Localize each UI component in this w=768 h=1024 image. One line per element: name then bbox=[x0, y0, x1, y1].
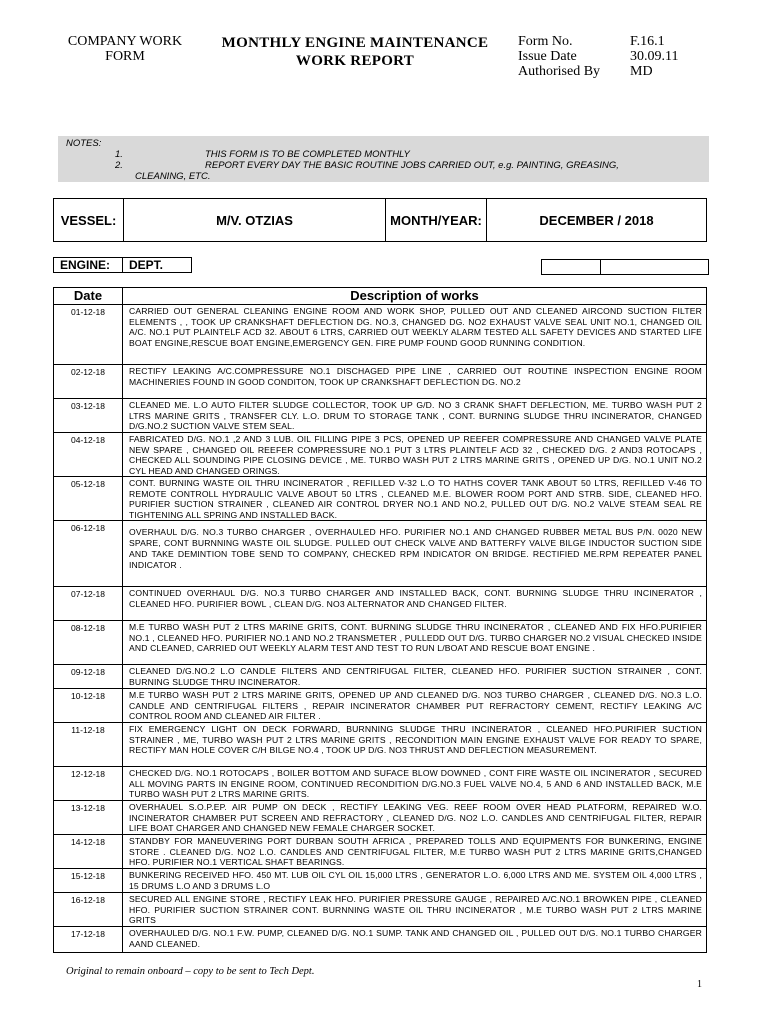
table-row bbox=[54, 767, 707, 801]
table-row bbox=[54, 689, 707, 723]
vessel-table bbox=[53, 198, 707, 242]
row-description: CONTINUED OVERHAUL D/G. NO.3 TURBO CHARGER AND INSTALLED BACK, CONT. BURNING SLUDGE THRU INCINERATOR , CLEANED HFO. PURIFIER BOWL , CLEAN D/G. NO3 ALTERNATOR AND CHANGED FILTER. bbox=[123, 587, 707, 621]
row-description: OVERHAUL D/G. NO.3 TURBO CHARGER , OVERHAULED HFO. PURIFIER NO.1 AND CHANGED RUBBER METAL BUS P/N. 0020 NEW SPARE, CONT BURNNING WASTE OIL SLUDGE. PULLED OUT CHECK VALVE AND BATTERFY VALVE BILGE INDUCTOR SUCTION SIDE AND TAKE DEMINTION TOBE SEND TO COMPANY, CHECKED RPM INDICATOR ON BRIDGE. RECTIFIED ME.RPM REPEATER PANEL INDICATOR . bbox=[123, 521, 707, 587]
row-date: 14-12-18 bbox=[54, 835, 123, 869]
meta-value: MD bbox=[630, 64, 653, 79]
row-description: FABRICATED D/G. NO.1 ,2 AND 3 LUB. OIL FILLING PIPE 3 PCS, OPENED UP REEFER COMPRESSURE AND CHANGED VALVE PLATE NEW SPARE , CHANGED OIL REEFER COMPRESSURE NO.1 PUT 3 LTRS PLAINTELF ACD 32 , CHECKED D/G. 2 AND3 ROTOCAPS , CHECKED ALL SOUNDING PIPE CLOSING DEVICE , ME. TURBO WASH PUT 2 LTRS MARINE GRITS , OPENED UP D/G. NO.1 UNIT NO.2 CYL HEAD AND CHANGED ORINGS. bbox=[123, 433, 707, 477]
table-row bbox=[54, 587, 707, 621]
row-description: OVERHAUEL S.O.P.EP. AIR PUMP ON DECK , RECTIFY LEAKING VEG. REEF ROOM OVER HEAD PLATFORM, REPAIRED W.O. INCINERATOR CHAMBER PUT SCREEN AND REFRACTORY , CLEANED D/G. NO2 L.O. CANDLES AND CENTRIFUGAL FILTER, REPAIR LIFE BOAT CHARGER AND CHANGED NEW FEMALE CHARGER SOCKET. bbox=[123, 801, 707, 835]
notes-label: NOTES: bbox=[66, 138, 102, 149]
row-description: M.E TURBO WASH PUT 2 LTRS MARINE GRITS, CONT. BURNING SLUDGE THRU INCINERATOR , CLEANED AND FIX HFO.PURIFIER NO.1 , CLEANED HFO. PURIFIER NO.1 AND NO.2 TRANSMETER , PULLEDD OUT D/G. TURBO CHARGER NO.2 VISUAL CHECKED INSIDE AND CLEANED, CARRIED OUT WEEKLY ALARM TEST AND TEST TO RUN L/BOAT AND RESCUE BOAT ENGINE . bbox=[123, 621, 707, 665]
row-date: 03-12-18 bbox=[54, 399, 123, 433]
col-header-date: Date bbox=[54, 288, 123, 305]
row-description: BUNKERING RECEIVED HFO. 450 MT. LUB OIL CYL OIL 15,000 LTRS , GENERATOR L.O. 6,000 LTRS AND ME. SYSTEM OIL 4,000 LTRS , 15 DRUMS L.O AND 3 DRUMS L.O bbox=[123, 869, 707, 893]
row-date: 17-12-18 bbox=[54, 927, 123, 953]
company-work-form-label bbox=[40, 34, 210, 64]
meta-authorised-by bbox=[518, 64, 678, 79]
row-date: 13-12-18 bbox=[54, 801, 123, 835]
row-description: RECTIFY LEAKING A/C.COMPRESSURE NO.1 DISCHAGED PIPE LINE , CARRIED OUT ROUTINE INSPECTION ENGINE ROOM MACHINERIES FOUND IN GOOD CONDITON, TOOK UP CRANKSHAFT DEFLECTION DG. NO.2 bbox=[123, 365, 707, 399]
meta-label: Authorised By bbox=[518, 64, 601, 79]
notes-box bbox=[58, 136, 709, 182]
table-row bbox=[54, 365, 707, 399]
meta-label: Issue Date bbox=[518, 49, 577, 64]
table-row bbox=[54, 801, 707, 835]
form-meta bbox=[518, 34, 678, 79]
blank-boxes bbox=[541, 259, 709, 275]
row-description: SECURED ALL ENGINE STORE , RECTIFY LEAK HFO. PURIFIER PRESSURE GAUGE , REPAIRED A/C.NO.1 BROWKEN PIPE , CLEANED HFO. PURIFIER SUCTION STRAINER CONT. BURNNING WASTE OIL THRU INCINERATOR , M.E TURBO WASH PUT 2 LTRS MARINE GRITS bbox=[123, 893, 707, 927]
row-description: CONT. BURNING WASTE OIL THRU INCINERATOR , REFILLED V-32 L.O TO HATHS COVER TANK ABOUT 50 LTRS, REFILLED V-46 TO REMOTE CONTROLL HYDRAULIC VALVE ABOUT 50 LTRS , CLEANED M.E. BLOWER ROOM PORT AND STRB. SIDE, CLEANED HFO. PURIFIER SUCTION STRAINER , CLEANED AIR CONTROL DRYER NO.1 AND NO.2, PULLED OUT D/G. NO.2 VALVE STEAM SEAL RE TIGHTENING ALL SPRING AND INSTALLED BACK. bbox=[123, 477, 707, 521]
table-row bbox=[54, 927, 707, 953]
row-date: 05-12-18 bbox=[54, 477, 123, 521]
table-row bbox=[54, 835, 707, 869]
row-date: 08-12-18 bbox=[54, 621, 123, 665]
title-line-1: MONTHLY ENGINE MAINTENANCE bbox=[221, 35, 489, 51]
row-description: STANDBY FOR MANEUVERING PORT DURBAN SOUTH AFRICA , PREPARED TOLLS AND EQUIPMENTS FOR BUNKERING, ENGINE STORE . CLEANED D/G. NO2 L.O. CANDLES AND CENTRIFUGAL FILTER, M.E TURBO WASH PUT 2 LTRS MARINE GRITS,CHANGED HFO. PURIFIER NO.1 VERTICAL SHAFT BEARINGS. bbox=[123, 835, 707, 869]
row-date: 07-12-18 bbox=[54, 587, 123, 621]
row-date: 09-12-18 bbox=[54, 665, 123, 689]
note-2-number: 2. bbox=[115, 160, 123, 171]
table-row bbox=[54, 399, 707, 433]
row-date: 06-12-18 bbox=[54, 521, 123, 587]
row-description: CARRIED OUT GENERAL CLEANING ENGINE ROOM AND WORK SHOP, PULLED OUT AND CLEANED AIRCOND SUCTION FILTER ELEMENTS , , TOOK UP CRANKSHAFT DEFLECTION DG. NO.3, CHANGED DG. NO2 EXHAUST VALVE SEAL UNIT NO.1, CHANGED OIL A/C. NO.1 PUT PLAINTELF ACD 32. ABOUT 6 LTRS, CARRIED OUT WEEKLY ALARM TESTED ALL SAFETY DEVICES AND STARTED LIFE BOAT ENGINE,RESCUE BOAT ENGINE,EMERGENCY GEN. FIRE PUMP FOUND GOOD RUNNING CONDITION. bbox=[123, 305, 707, 365]
row-description: M.E TURBO WASH PUT 2 LTRS MARINE GRITS, OPENED UP AND CLEANED D/G. NO3 TURBO CHARGER , CLEANED D/G. NO.3 L.O. CANDLE AND CENTRIFUGAL FILTERS , REPAIR INCINERATOR CHAMBER PUT REFRACTORY CEMENT, RECTIFY LEAKING A/C CONTROL ROOM AND CLEANED AIR FILTER . bbox=[123, 689, 707, 723]
title-line-2: WORK REPORT bbox=[295, 53, 415, 69]
meta-form-no bbox=[518, 34, 678, 49]
note-1-text: THIS FORM IS TO BE COMPLETED MONTHLY bbox=[205, 149, 410, 160]
row-date: 04-12-18 bbox=[54, 433, 123, 477]
company-line-2: FORM bbox=[105, 49, 145, 64]
meta-label: Form No. bbox=[518, 34, 573, 49]
engine-value: DEPT. bbox=[123, 258, 192, 273]
table-row bbox=[54, 723, 707, 767]
note-1-number: 1. bbox=[115, 149, 123, 160]
vessel-value: M/V. OTZIAS bbox=[124, 199, 386, 242]
month-year-value: DECEMBER / 2018 bbox=[487, 199, 707, 242]
works-table bbox=[53, 287, 707, 953]
engine-label: ENGINE: bbox=[54, 258, 123, 273]
page-title bbox=[205, 34, 505, 70]
company-line-1: COMPANY WORK bbox=[67, 34, 183, 49]
row-date: 11-12-18 bbox=[54, 723, 123, 767]
row-date: 16-12-18 bbox=[54, 893, 123, 927]
table-row bbox=[54, 521, 707, 587]
row-description: CLEANED ME. L.O AUTO FILTER SLUDGE COLLECTOR, TOOK UP G/D. NO 3 CRANK SHAFT DEFLECTION, ME. TURBO WASH PUT 2 LTRS MARINE GRITS , TRANSFER CLY. L.O. DRUM TO STORAGE TANK , CONT. BURNING SLUDGE THRU INCINERATOR, CHANGED D/G.NO.2 SUCTION VALVE STEM SEAL. bbox=[123, 399, 707, 433]
table-row bbox=[54, 477, 707, 521]
row-date: 10-12-18 bbox=[54, 689, 123, 723]
row-date: 15-12-18 bbox=[54, 869, 123, 893]
engine-table bbox=[53, 257, 192, 273]
table-row bbox=[54, 665, 707, 689]
row-date: 01-12-18 bbox=[54, 305, 123, 365]
month-year-label: MONTH/YEAR: bbox=[386, 199, 487, 242]
row-description: FIX EMERGENCY LIGHT ON DECK FORWARD, BURNNING SLUDGE THRU INCINERATOR , CLEANED HFO.PURIFIER SUCTION STRAINER , ME, TURBO WASH PUT 2 LTRS MARINE GRITS , RECONDITION MAIN ENGINE EXHAUST VALVE FOR READY TO SPARE, RECTIFY MAN HOLE COVER C/H BILGE NO.4 , TOOK UP D/G. NO3 THRUST AND DEFLECTION MEASUREMENT. bbox=[123, 723, 707, 767]
footer-note: Original to remain onboard – copy to be sent to Tech Dept. bbox=[66, 966, 315, 977]
table-row bbox=[54, 433, 707, 477]
row-date: 12-12-18 bbox=[54, 767, 123, 801]
row-description: CLEANED D/G.NO.2 L.O CANDLE FILTERS AND CENTRIFUGAL FILTER, CLEANED HFO. PURIFIER SUCTION STRAINER , CONT. BURNING SLUDGE THRU INCINERATOR. bbox=[123, 665, 707, 689]
meta-value: 30.09.11 bbox=[630, 49, 679, 64]
table-row bbox=[54, 893, 707, 927]
note-2-text: REPORT EVERY DAY THE BASIC ROUTINE JOBS CARRIED OUT, e.g. PAINTING, GREASING, bbox=[205, 160, 619, 171]
table-row bbox=[54, 305, 707, 365]
vessel-label: VESSEL: bbox=[54, 199, 124, 242]
row-description: CHECKED D/G. NO.1 ROTOCAPS , BOILER BOTTOM AND SUFACE BLOW DOWNED , CONT FIRE WASTE OIL INCINERATOR , SECURED ALL MOVING PARTS IN ENGINE ROOM, CONTINUED RECONDITION D/G.NO.3 FUEL VALVE NO.4, 5 AND 6 AND INSTALLED BACK, M.E TURBO WASH PUT 2 LTRS MARINE GRITS. bbox=[123, 767, 707, 801]
row-description: OVERHAULED D/G. NO.1 F.W. PUMP, CLEANED D/G. NO.1 SUMP. TANK AND CHANGED OIL , PULLED OUT D/G. NO.1 TURBO CHARGER AAND CLEANED. bbox=[123, 927, 707, 953]
meta-value: F.16.1 bbox=[630, 34, 665, 49]
row-date: 02-12-18 bbox=[54, 365, 123, 399]
table-row bbox=[54, 869, 707, 893]
meta-issue-date bbox=[518, 49, 678, 64]
blank-box-divider bbox=[600, 260, 601, 274]
table-row bbox=[54, 621, 707, 665]
page-number: 1 bbox=[697, 979, 702, 990]
note-2-continuation: CLEANING, ETC. bbox=[135, 171, 211, 182]
col-header-description: Description of works bbox=[123, 288, 707, 305]
